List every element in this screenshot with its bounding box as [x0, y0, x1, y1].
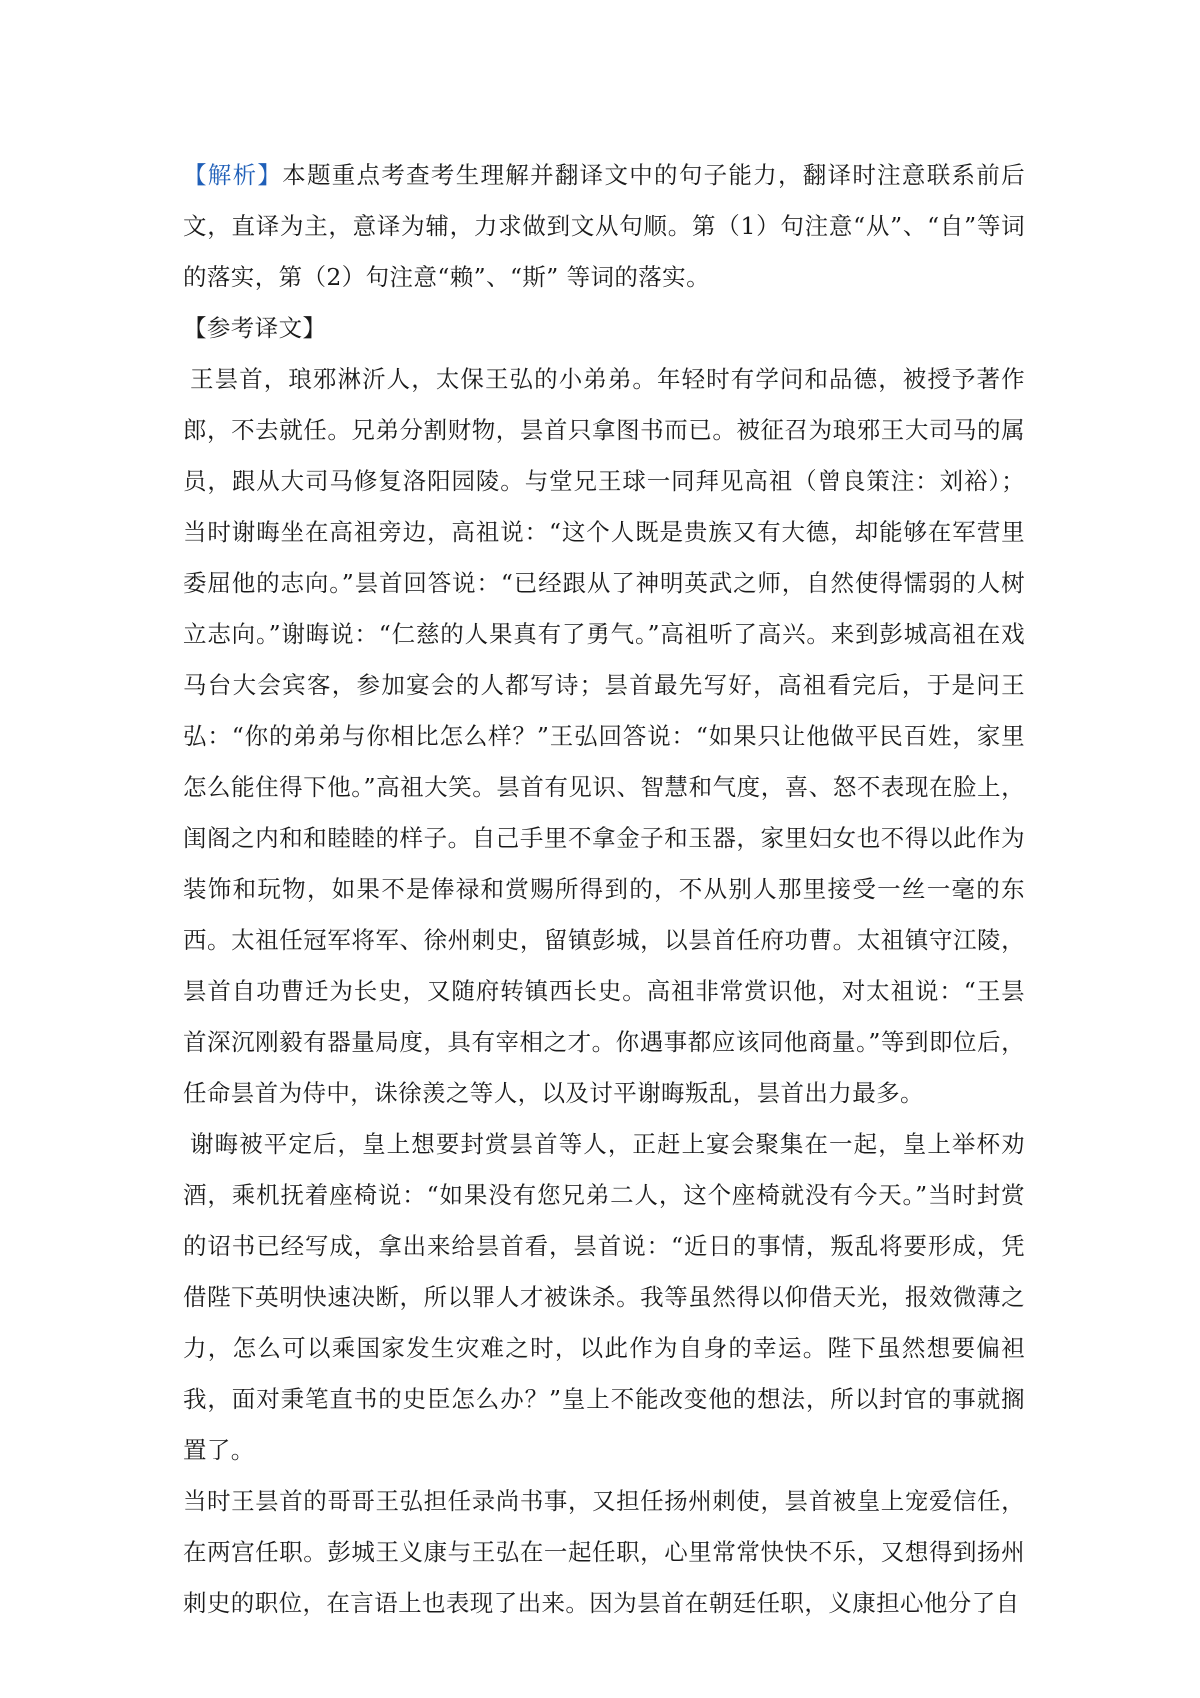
reference-translation-heading: 【参考译文】: [183, 314, 327, 342]
translation-paragraph-3: 当时王昙首的哥哥王弘担任录尚书事，又担任扬州刺使，昙首被皇上宠爱信任，在两宫任职。彭城王义康与王弘在一起任职，心里常常快快不乐，又想得到扬州刺史的职位，在言语上也表现了出来。因为昙首在朝廷任职，义康担心他分了自: [183, 1487, 1025, 1617]
analysis-label: 【解析】: [183, 161, 283, 189]
analysis-paragraph: [183, 150, 1025, 303]
document-page: [183, 150, 1025, 1629]
translation-paragraph-1: 王昙首，琅邪淋沂人，太保王弘的小弟弟。年轻时有学问和品德，被授予著作郎，不去就任。兄弟分割财物，昙首只拿图书而已。被征召为琅邪王大司马的属员，跟从大司马修复洛阳园陵。与堂兄王球一同拜见高祖（曾良策注：刘裕）；当时谢晦坐在高祖旁边，高祖说：“这个人既是贵族又有大德，却能够在军营里委屈他的志向。”昙首回答说：“已经跟从了神明英武之师，自然使得懦弱的人树立志向。”谢晦说：“仁慈的人果真有了勇气。”高祖听了高兴。来到彭城高祖在戏马台大会宾客，参加宴会的人都写诗；昙首最先写好，高祖看完后，于是问王弘：“你的弟弟与你相比怎么样？”王弘回答说：“如果只让他做平民百姓，家里怎么能住得下他。”高祖大笑。昙首有见识、智慧和气度，喜、怒不表现在脸上，闺阁之内和和睦睦的样子。自己手里不拿金子和玉器，家里妇女也不得以此作为装饰和玩物，如果不是俸禄和赏赐所得到的，不从别人那里接受一丝一毫的东西。太祖任冠军将军、徐州刺史，留镇彭城，以昙首任府功曹。太祖镇守江陵，昙首自功曹迁为长史，又随府转镇西长史。高祖非常赏识他，对太祖说：“王昙首深沉刚毅有器量局度，具有宰相之才。你遇事都应该同他商量。”等到即位后，任命昙首为侍中，诛徐羡之等人，以及讨平谢晦叛乱，昙首出力最多。: [183, 365, 1025, 1107]
analysis-text: 本题重点考查考生理解并翻译文中的句子能力，翻译时注意联系前后文，直译为主，意译为辅，力求做到文从句顺。第（1）句注意“从”、“自”等词的落实，第（2）句注意“赖”、“斯” 等词的落实。: [183, 161, 1025, 291]
translation-paragraph-2: 谢晦被平定后，皇上想要封赏昙首等人，正赶上宴会聚集在一起，皇上举杯劝酒，乘机抚着座椅说：“如果没有您兄弟二人，这个座椅就没有今天。”当时封赏的诏书已经写成，拿出来给昙首看，昙首说：“近日的事情，叛乱将要形成，凭借陛下英明快速决断，所以罪人才被诛杀。我等虽然得以仰借天光，报效微薄之力，怎么可以乘国家发生灾难之时，以此作为自身的幸运。陛下虽然想要偏袒我，面对秉笔直书的史臣怎么办？”皇上不能改变他的想法，所以封官的事就搁置了。: [183, 1130, 1025, 1464]
